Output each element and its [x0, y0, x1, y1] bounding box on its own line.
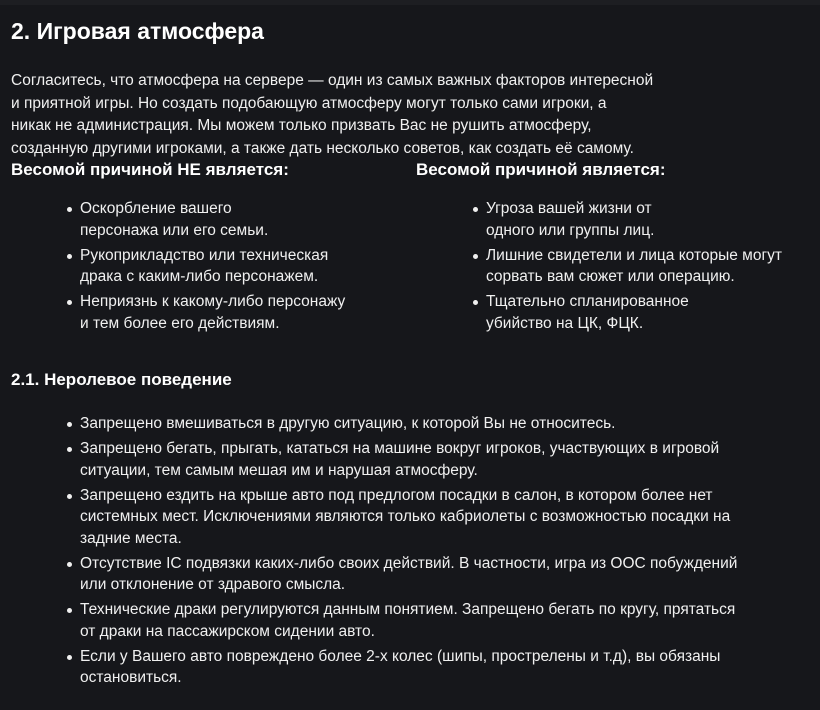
list-item: Рукоприкладство или техническая драка с каким-либо персонажем.: [67, 245, 345, 288]
valid-reason-list: [473, 198, 782, 338]
not-valid-reason-heading: Весомой причиной НЕ является:: [11, 160, 289, 179]
list-item: Технические драки регулируются данным понятием. Запрещено бегать по кругу, прятаться от драки на пассажирском сидении авто.: [67, 599, 737, 642]
list-item: Запрещено ездить на крыше авто под предлогом посадки в салон, в котором более нет системных мест. Исключениями являются только кабриолеты с возможностью посадки на задние места.: [67, 485, 737, 550]
subsection-title: 2.1. Неролевое поведение: [11, 370, 232, 389]
list-item: Запрещено вмешиваться в другую ситуацию, к которой Вы не относитесь.: [67, 413, 737, 435]
list-item: Если у Вашего авто повреждено более 2-х колес (шипы, прострелены и т.д), вы обязаны остановиться.: [67, 646, 737, 689]
list-item: Оскорбление вашего персонажа или его семьи.: [67, 198, 345, 241]
not-valid-reason-list: [67, 198, 345, 338]
list-item: Неприязнь к какому-либо персонажу и тем более его действиям.: [67, 291, 345, 334]
section-title: 2. Игровая атмосфера: [11, 18, 264, 44]
list-item: Угроза вашей жизни от одного или группы лиц.: [473, 198, 782, 241]
intro-paragraph: Согласитесь, что атмосфера на сервере — один из самых важных факторов интересной и приятной игры. Но создать подобающую атмосферу могут только сами игроки, а никак не администрация. Мы можем только призвать Вас не рушить атмосферу, созданную другими игроками, а также дать несколько советов, как создать её самому.: [11, 72, 654, 157]
list-item: Тщательно спланированное убийство на ЦК, ФЦК.: [473, 291, 782, 334]
list-item: Лишние свидетели и лица которые могут сорвать вам сюжет или операцию.: [473, 245, 782, 288]
list-item: Отсутствие IC подвязки каких-либо своих действий. В частности, игра из OOC побуждений или отклонение от здравого смысла.: [67, 553, 737, 596]
top-bar: [0, 0, 820, 5]
list-item: Запрещено бегать, прыгать, кататься на машине вокруг игроков, участвующих в игровой ситуации, тем самым мешая им и нарушая атмосферу.: [67, 438, 737, 481]
rules-list: [67, 413, 737, 692]
valid-reason-heading: Весомой причиной является:: [416, 160, 666, 179]
